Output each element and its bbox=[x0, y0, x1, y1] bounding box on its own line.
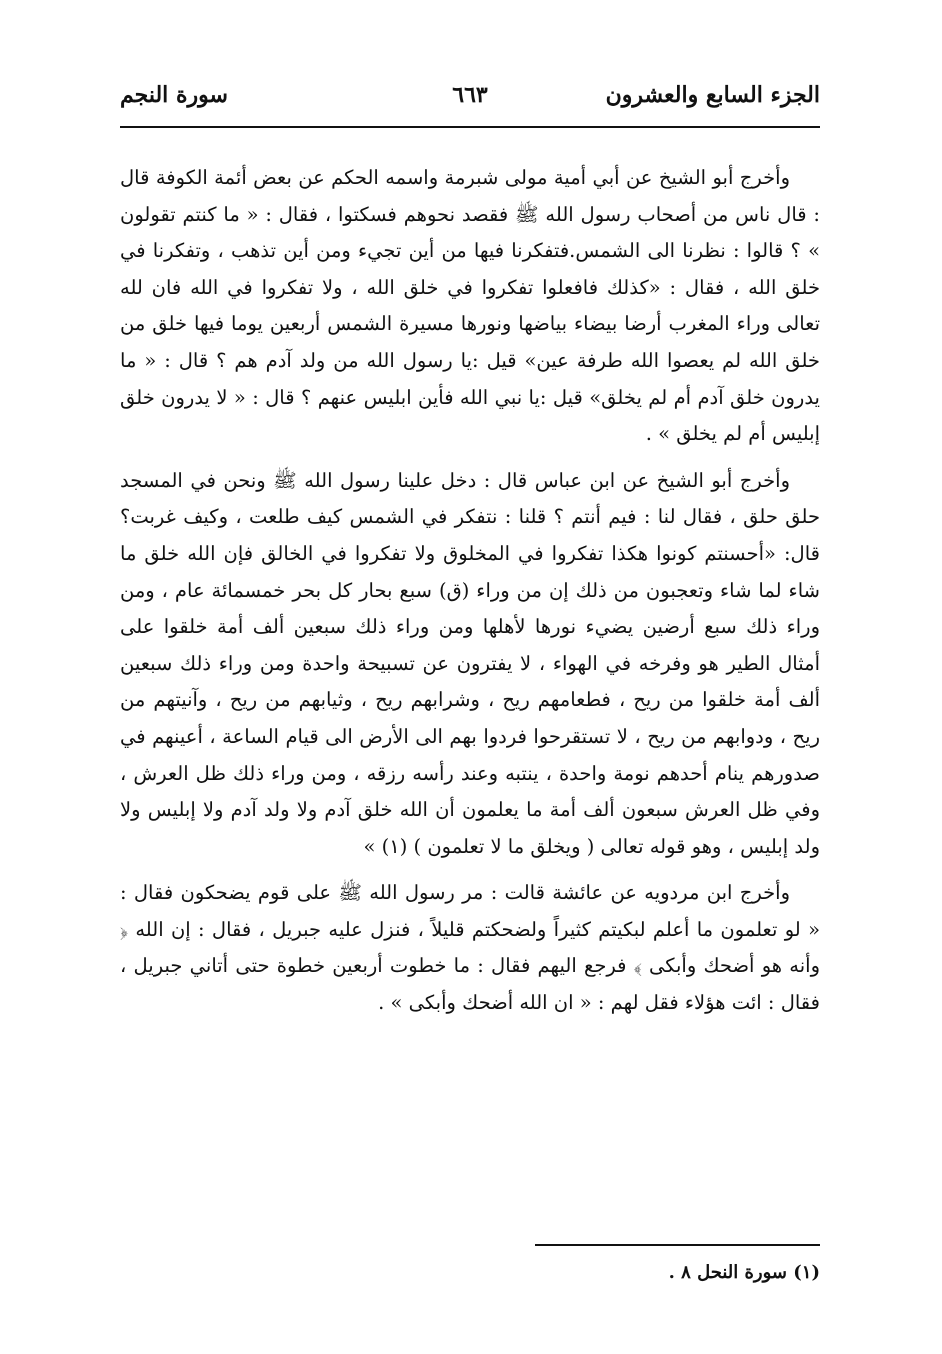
paragraph-1: وأخرج أبو الشيخ عن أبي أمية مولى شبرمة واسمه الحكم عن بعض أئمة الكوفة قال : قال ناس من أصحاب رسول الله ﷺ فقصد نحوهم فسكتوا ، فقال : « ما كنتم تقولون » ؟ قالوا : نظرنا الى الشمس.فتفكرنا فيها من أين تجيء ومن أين تذهب ، وتفكرنا في خلق الله ، فقال : «كذلك فافعلوا تفكروا في خلق الله ، ولا تفكروا في الله فان لله تعالى وراء المغرب أرضا بيضاء بياضها ونورها مسيرة الشمس أربعين يوما فيها خلق من خلق الله لم يعصوا الله طرفة عين» قيل :يا رسول الله من ولد آدم هم ؟ قال : « ما يدرون خلق آدم أم لم يخلق» قيل :يا نبي الله فأين ابليس عنهم ؟ قال : « لا يدرون خلق إبليس أم لم يخلق » . bbox=[120, 166, 820, 446]
surah-title: سورة النجم bbox=[120, 82, 228, 108]
footnote-rule bbox=[535, 1244, 820, 1246]
page-header bbox=[120, 82, 820, 122]
paragraph-3: وأخرج ابن مردويه عن عائشة قالت : مر رسول الله ﷺ على قوم يضحكون فقال : « لو تعلمون ما أعلم لبكيتم كثيراً ولضحكتم قليلاً ، فنزل عليه جبريل ، فقال : إن الله ﴿ وأنه هو أضحك وأبكى ﴾ فرجع اليهم فقال : ما خطوت أربعين خطوة حتى أتاني جبريل ، فقال : ائت هؤلاء فقل لهم : « ان الله أضحك وأبكى » . bbox=[120, 881, 820, 1015]
part-title: الجزء السابع والعشرون bbox=[605, 82, 820, 108]
page-number: ٦٦٣ bbox=[452, 82, 488, 108]
paragraph-2: وأخرج أبو الشيخ عن ابن عباس قال : دخل علينا رسول الله ﷺ ونحن في المسجد حلق حلق ، فقال لنا : فيم أنتم ؟ قلنا : نتفكر في الشمس كيف طلعت ، وكيف غربت؟ قال: «أحسنتم كونوا هكذا تفكروا في المخلوق ولا تفكروا في الخالق فإن الله خلق ما شاء لما شاء وتعجبون من ذلك إن من وراء (ق) سبع بحار كل بحر خمسمائة عام ، ومن وراء ذلك سبع أرضين يضيء نورها لأهلها ومن وراء ذلك سبعين ألف أمة خلقوا على أمثال الطير هو وفرخه في الهواء ، لا يفترون عن تسبيحة واحدة ومن وراء ذلك سبعين ألف أمة خلقوا من ريح ، فطعامهم ريح ، وشرابهم ريح ، وثيابهم من ريح ، وآنيتهم من ريح ، ودوابهم من ريح ، لا تستقرحوا فردوا بهم الى الأرض الى قيام الساعة ، أعينهم في صدورهم ينام أحدهم نومة واحدة ، ينتبه وعند رأسه رزقه ، ومن وراء ذلك ظل العرش ، وفي ظل العرش سبعون ألف أمة ما يعلمون أن الله خلق آدم ولا ولد آدم ولا إبليس ولا ولد إبليس ، وهو قوله تعالى ( ويخلق ما لا تعلمون ) (١) » bbox=[120, 468, 820, 858]
page-body bbox=[120, 160, 820, 1032]
footnote: (١) سورة النحل ٨ . bbox=[668, 1262, 820, 1283]
header-rule bbox=[120, 126, 820, 128]
